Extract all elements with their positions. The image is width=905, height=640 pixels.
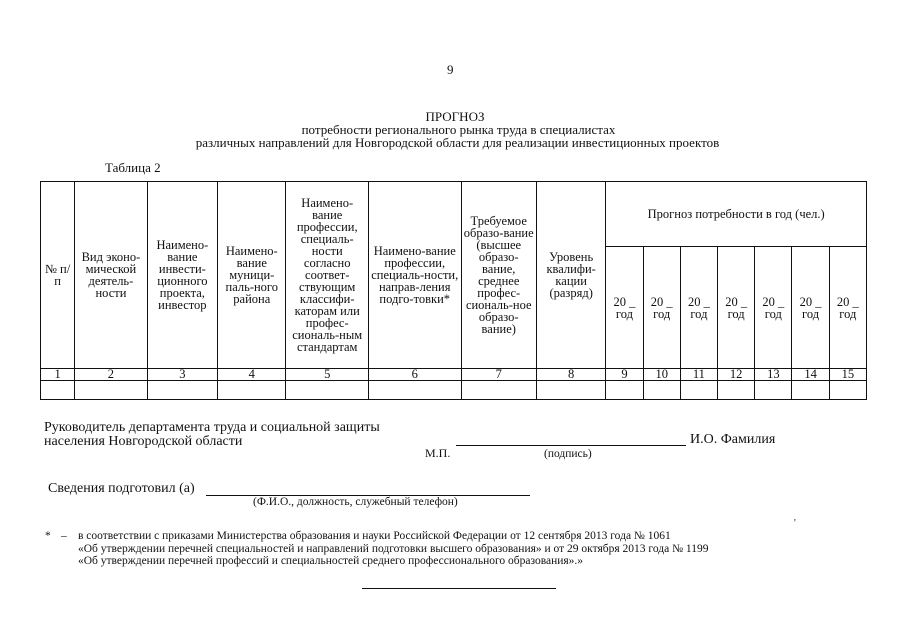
header-cell: Наимено-вание муници-паль-ного района	[218, 182, 286, 369]
column-number: 14	[792, 369, 829, 381]
forecast-table	[40, 181, 867, 400]
column-number: 12	[718, 369, 755, 381]
year-cell: 20 _ год	[829, 247, 866, 369]
header-cell: № п/п	[41, 182, 75, 369]
empty-cell	[606, 381, 643, 400]
signatory-name: И.О. Фамилия	[690, 432, 776, 447]
title-line-2: потребности регионального рынка труда в специалистах	[301, 122, 616, 137]
empty-cell	[218, 381, 286, 400]
signature-caption: (подпись)	[544, 448, 592, 460]
table-label: Таблица 2	[105, 160, 161, 175]
column-number: 15	[829, 369, 866, 381]
footnote-line-1: в соответствии с приказами Министерства образования и науки Российской Федерации от 12 сентября 2013 года № 1061	[78, 530, 671, 542]
head-position	[44, 421, 380, 449]
signature-line	[456, 445, 686, 446]
column-number: 1	[41, 369, 75, 381]
empty-cell	[536, 381, 605, 400]
column-number: 13	[755, 369, 792, 381]
column-number: 8	[536, 369, 605, 381]
column-number: 3	[147, 369, 217, 381]
footnote-dash: –	[61, 530, 67, 542]
empty-cell	[643, 381, 680, 400]
column-number: 2	[75, 369, 147, 381]
prepared-by-label: Сведения подготовил (а)	[48, 481, 195, 496]
stray-mark: '	[794, 518, 796, 529]
title-line-1: ПРОГНОЗ	[425, 109, 485, 124]
year-cell: 20 _ год	[792, 247, 829, 369]
column-number-row	[41, 369, 867, 381]
seal-place: М.П.	[425, 446, 451, 460]
year-cell: 20 _ год	[643, 247, 680, 369]
document-title	[0, 110, 905, 149]
header-cell: Наимено-вание профессии, специаль-ности согласно соответ-ствующим классифи-каторам или профес-сиональ-ным стандартам	[286, 182, 368, 369]
year-cell: 20 _ год	[755, 247, 792, 369]
column-number: 9	[606, 369, 643, 381]
year-cell: 20 _ год	[606, 247, 643, 369]
header-row	[41, 182, 867, 247]
header-cell: Наимено-вание профессии, специаль-ности, направ-ления подго-товки*	[368, 182, 461, 369]
footnote-line-3: «Об утверждении перечней профессий и специальностей среднего профессионального образования».»	[78, 555, 584, 567]
title-line-3: различных направлений для Новгородской области для реализации инвестиционных проектов	[195, 135, 720, 150]
head-position-line-2: населения Новгородской области	[44, 434, 243, 449]
empty-cell	[147, 381, 217, 400]
empty-cell	[755, 381, 792, 400]
header-cell: Требуемое образо-вание (высшее образо-вание, среднее профес-сиональ-ное образо-вание)	[461, 182, 536, 369]
header-cell: Вид эконо-мической деятель-ности	[75, 182, 147, 369]
forecast-header-cell: Прогноз потребности в год (чел.)	[606, 182, 867, 247]
year-cell: 20 _ год	[718, 247, 755, 369]
column-number: 4	[218, 369, 286, 381]
footnote-text	[78, 530, 858, 568]
prepared-by-caption: (Ф.И.О., должность, служебный телефон)	[253, 496, 458, 508]
empty-cell	[792, 381, 829, 400]
empty-cell	[461, 381, 536, 400]
empty-data-row	[41, 381, 867, 400]
empty-cell	[286, 381, 368, 400]
year-cell: 20 _ год	[680, 247, 717, 369]
empty-cell	[75, 381, 147, 400]
end-line	[362, 588, 556, 589]
column-number: 7	[461, 369, 536, 381]
column-number: 11	[680, 369, 717, 381]
empty-cell	[829, 381, 866, 400]
empty-cell	[41, 381, 75, 400]
header-cell: Наимено-вание инвести-ционного проекта, инвестор	[147, 182, 217, 369]
column-number: 10	[643, 369, 680, 381]
page-number: 9	[447, 62, 454, 77]
empty-cell	[680, 381, 717, 400]
footnote-marker: *	[45, 530, 51, 542]
empty-cell	[368, 381, 461, 400]
empty-cell	[718, 381, 755, 400]
footnote-line-2: «Об утверждении перечней специальностей и направлений подготовки высшего образования» и от 29 октября 2013 года № 1199	[78, 542, 709, 555]
header-cell: Уровень квалифи-кации (разряд)	[536, 182, 605, 369]
column-number: 6	[368, 369, 461, 381]
column-number: 5	[286, 369, 368, 381]
head-position-line-1: Руководитель департамента труда и социальной защиты	[44, 420, 380, 435]
